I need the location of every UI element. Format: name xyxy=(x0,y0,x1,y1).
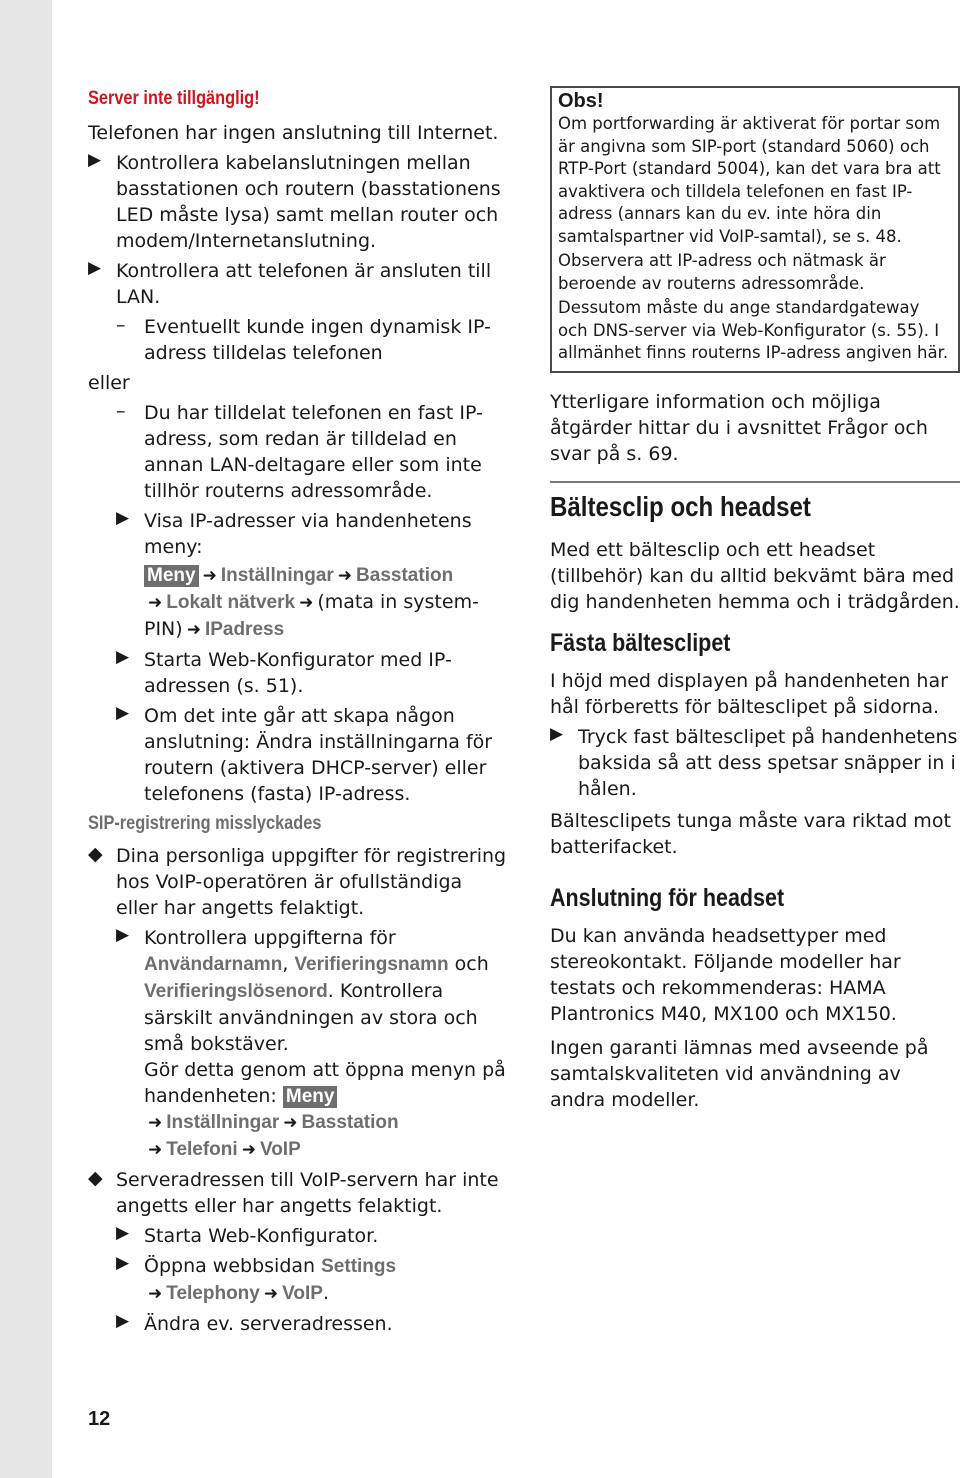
text-eller: eller xyxy=(88,372,130,394)
text-more-info: Ytterligare information och möjliga åtgärder hittar du i avsnittet Frågor och svar på s. 69. xyxy=(550,390,928,465)
list-item xyxy=(88,1253,508,1307)
right-column xyxy=(550,86,960,1113)
page-voip: VoIP xyxy=(282,1283,323,1304)
page-telephony: Telephony xyxy=(166,1283,260,1304)
list-item xyxy=(88,258,508,310)
triangle-bullet-icon: ▶ xyxy=(88,150,102,170)
heading-server-unavailable: Server inte tillgänglig! xyxy=(88,88,260,109)
note-text: Dessutom måste du ange standardgateway och DNS-server via Web-Konfigurator (s. 55). I allmänhet finns routerns IP-adress angiven här. xyxy=(558,298,949,362)
side-margin-bar xyxy=(0,0,52,1478)
menu-item-voip: VoIP xyxy=(259,1139,301,1160)
bullet-text: Om det inte går att skapa någon anslutning: Ändra inställningarna för routern (aktivera DHCP-server) eller telefonens (fasta) IP-adress. xyxy=(144,705,493,805)
bullet-text: Serveradressen till VoIP-servern har inte angetts eller har angetts felaktigt. xyxy=(116,1169,499,1217)
field-anvandarnamn: Användarnamn xyxy=(144,954,283,975)
note-box xyxy=(550,86,960,373)
arrow-right-icon: ➜ xyxy=(241,1140,256,1160)
heading-headset-connection: Anslutning för headset xyxy=(550,883,785,912)
list-item xyxy=(88,703,508,807)
triangle-bullet-icon: ▶ xyxy=(116,1253,130,1273)
note-title: Obs! xyxy=(558,90,604,112)
text-clip: I höjd med displayen på handenheten har hål förberetts för bältesclipet på sidorna. xyxy=(550,669,948,718)
list-item xyxy=(550,724,960,802)
list-item xyxy=(88,925,508,1163)
arrow-right-icon: ➜ xyxy=(148,1113,163,1133)
triangle-bullet-icon: ▶ xyxy=(550,723,564,744)
system-pin-note: (mata in system-PIN) xyxy=(144,591,479,640)
dash-bullet-icon: – xyxy=(116,314,126,336)
list-item xyxy=(88,400,508,504)
section-divider xyxy=(550,481,960,483)
page-settings: Settings xyxy=(321,1256,397,1277)
diamond-bullet-icon: ◆ xyxy=(88,843,103,865)
diamond-bullet-icon: ◆ xyxy=(88,1167,103,1189)
list-item xyxy=(88,647,508,699)
bullet-text-cont: Gör detta genom att öppna menyn på handenheten: Meny xyxy=(144,1059,506,1107)
triangle-bullet-icon: ▶ xyxy=(116,703,130,723)
triangle-bullet-icon: ▶ xyxy=(116,508,130,528)
text-intro: Med ett bältesclip och ett headset (tillbehör) kan du alltid bekvämt bära med dig handenheten hemma och i trädgården. xyxy=(550,538,960,613)
list-item xyxy=(88,843,508,921)
triangle-bullet-icon: ▶ xyxy=(116,647,130,667)
menu-item-installningar: Inställningar xyxy=(166,1112,280,1133)
arrow-right-icon: ➜ xyxy=(186,620,201,640)
triangle-bullet-icon: ▶ xyxy=(116,1311,130,1331)
arrow-right-icon: ➜ xyxy=(283,1113,298,1133)
arrow-right-icon: ➜ xyxy=(148,1284,163,1304)
meny-key: Meny xyxy=(144,565,199,587)
arrow-right-icon: ➜ xyxy=(263,1284,279,1304)
heading-beltclip-headset: Bältesclip och headset xyxy=(550,490,811,522)
text-no-connection: Telefonen har ingen anslutning till Internet. xyxy=(88,122,499,144)
arrow-right-icon: ➜ xyxy=(299,593,314,613)
list-item xyxy=(88,1167,508,1219)
text-no-guarantee: Ingen garanti lämnas med avseende på samtalskvaliteten vid användning av andra modeller. xyxy=(550,1036,929,1111)
bullet-text: Kontrollera kabelanslutningen mellan basstationen och routern (basstationens LED måste lysa) samt mellan router och modem/Internetanslutning. xyxy=(116,152,501,252)
menu-path-voip xyxy=(144,1109,508,1163)
page-number: 12 xyxy=(88,1408,111,1430)
bullet-text: Ändra ev. serveradressen. xyxy=(144,1313,393,1335)
note-text: Observera att IP-adress och nätmask är beroende av routerns adressområde. xyxy=(558,251,886,293)
menu-item-telefoni: Telefoni xyxy=(166,1139,238,1160)
list-item xyxy=(88,314,508,366)
dash-text: Eventuellt kunde ingen dynamisk IP-adress tilldelas telefonen xyxy=(144,316,491,364)
list-item xyxy=(88,508,508,560)
triangle-bullet-icon: ▶ xyxy=(116,925,130,945)
list-item xyxy=(88,1223,508,1249)
bullet-text: Dina personliga uppgifter för registrering hos VoIP-operatören är ofullständiga eller har angetts felaktigt. xyxy=(116,845,507,919)
bullet-text: Starta Web-Konfigurator med IP-adressen (s. 51). xyxy=(144,649,452,697)
field-verifieringsnamn: Verifieringsnamn xyxy=(294,954,449,975)
menu-item-basstation: Basstation xyxy=(301,1112,399,1133)
bullet-text: Öppna webbsidan Settings ➜ Telephony ➜ VoIP. xyxy=(144,1255,397,1304)
meny-key: Meny xyxy=(283,1086,338,1108)
heading-sip-registration: SIP-registrering misslyckades xyxy=(88,813,322,834)
bullet-text: Kontrollera att telefonen är ansluten till LAN. xyxy=(116,260,492,308)
text-headset: Du kan använda headsettyper med stereokontakt. Följande modeller har testats och rekommenderas: HAMA Plantronics M40, MX100 och MX150. xyxy=(550,924,901,1025)
menu-item-ipadress: IPadress xyxy=(204,619,285,640)
bullet-text: Kontrollera uppgifterna för Användarnamn, Verifieringsnamn och Verifieringslösenord. Kontrollera särskilt användningen av stora och små bokstäver. xyxy=(144,927,489,1055)
arrow-right-icon: ➜ xyxy=(202,566,217,586)
dash-bullet-icon: – xyxy=(116,400,126,422)
bullet-text: Visa IP-adresser via handenhetens meny: xyxy=(144,510,472,558)
triangle-bullet-icon: ▶ xyxy=(88,258,102,278)
arrow-right-icon: ➜ xyxy=(148,1140,163,1160)
menu-path-ipadress xyxy=(88,562,508,643)
menu-item-installningar: Inställningar xyxy=(220,565,334,586)
text-clip-tongue: Bältesclipets tunga måste vara riktad mot batterifacket. xyxy=(550,809,951,858)
arrow-right-icon: ➜ xyxy=(337,566,353,586)
triangle-bullet-icon: ▶ xyxy=(116,1223,130,1243)
heading-attach-clip: Fästa bältesclipet xyxy=(550,628,731,657)
bullet-text: Tryck fast bältesclipet på handenhetens baksida så att dess spetsar snäpper in i hålen. xyxy=(578,725,958,800)
list-item xyxy=(88,150,508,254)
list-item xyxy=(88,1311,508,1337)
field-verifieringslosenord: Verifieringslösenord xyxy=(144,981,328,1002)
bullet-text: Starta Web-Konfigurator. xyxy=(144,1225,379,1247)
menu-item-lokalt-natverk: Lokalt nätverk xyxy=(166,592,296,613)
note-text: Om portforwarding är aktiverat för portar som är angivna som SIP-port (standard 5060) och RTP-Port (standard 5004), kan det vara bra att avaktivera och tilldela telefonen en fast IP-adress (annars kan du ev. inte höra din samtalspartner vid VoIP-samtal), se s. 48. xyxy=(558,114,941,246)
left-column xyxy=(88,88,508,1337)
dash-text: Du har tilldelat telefonen en fast IP-adress, som redan är tilldelad en annan LAN-deltagare eller som inte tillhör routerns adressområde. xyxy=(144,402,483,502)
menu-item-basstation: Basstation xyxy=(356,565,454,586)
arrow-right-icon: ➜ xyxy=(148,593,163,613)
